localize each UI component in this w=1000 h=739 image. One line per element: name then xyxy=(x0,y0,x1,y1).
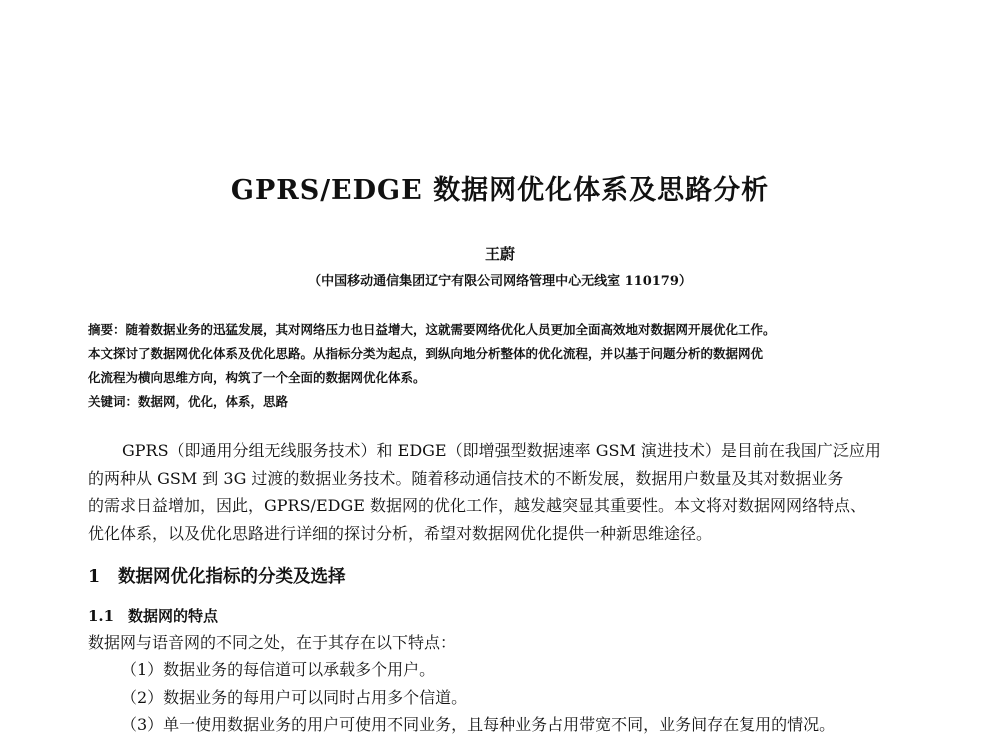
subsection-title: 数据网的特点 xyxy=(128,607,219,625)
list-item: （3）单一使用数据业务的用户可使用不同业务，且每种业务占用带宽不同，业务间存在复用的情况。 xyxy=(121,715,836,734)
paragraph-line: GPRS（即通用分组无线服务技术）和 EDGE（即增强型数据速率 GSM 演进技术）是目前在我国广泛应用 xyxy=(122,441,881,460)
feature-list xyxy=(121,656,835,739)
paragraph-line: 的两种从 GSM 到 3G 过渡的数据业务技术。随着移动通信技术的不断发展，数据用户数量及其对数据业务 xyxy=(88,468,844,488)
subsection-number: 1.1 xyxy=(88,607,115,625)
intro-paragraph xyxy=(88,437,913,547)
author-name: 王蔚 xyxy=(484,245,515,263)
list-item: （2）数据业务的每用户可以同时占用多个信道。 xyxy=(121,687,468,707)
section-number: 1 xyxy=(88,567,101,587)
paragraph-line: 优化体系，以及优化思路进行详细的探讨分析，希望对数据网优化提供一种新思维途径。 xyxy=(88,523,713,543)
abstract-line: 化流程为横向思维方向，构筑了一个全面的数据网优化体系。 xyxy=(88,370,426,385)
list-item: （1）数据业务的每信道可以承载多个用户。 xyxy=(121,660,436,679)
abstract-line: 摘要：随着数据业务的迅猛发展，其对网络压力也日益增大，这就需要网络优化人员更加全面高效地对数据网开展优化工作。 xyxy=(88,322,776,337)
paragraph-line: 的需求日益增加，因此，GPRS/EDGE 数据网的优化工作，越发越突显其重要性。本文将对数据网网络特点、 xyxy=(88,496,867,515)
subsection-heading xyxy=(88,605,218,626)
subsection-intro: 数据网与语音网的不同之处，在于其存在以下特点： xyxy=(88,633,457,652)
abstract-line: 本文探讨了数据网优化体系及优化思路。从指标分类为起点，到纵向地分析整体的优化流程，并以基于问题分析的数据网优 xyxy=(88,346,764,361)
section-title: 数据网优化指标的分类及选择 xyxy=(118,567,346,587)
author-affiliation: （中国移动通信集团辽宁有限公司网络管理中心无线室 110179） xyxy=(308,274,692,289)
paper-title: GPRS/EDGE 数据网优化体系及思路分析 xyxy=(230,175,770,206)
abstract xyxy=(88,318,913,390)
section-heading xyxy=(88,563,346,588)
keywords: 关键词：数据网，优化，体系，思路 xyxy=(88,394,289,409)
